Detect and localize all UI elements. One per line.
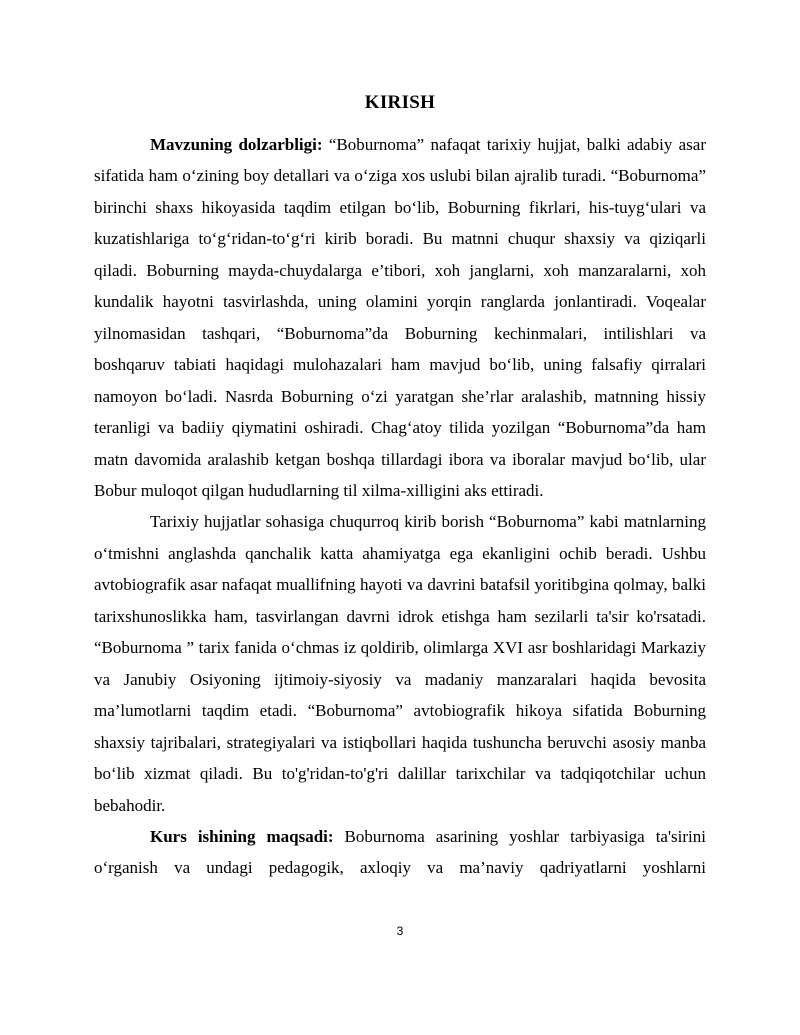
page-number: 3 [396, 924, 404, 938]
paragraph-text: Boburnoma asarining yoshlar tarbiyasiga ta'sirini o‘rganish va undagi pedagogik, axloqiy va ma’naviy qadriyatlarni yoshlarni [94, 826, 706, 878]
paragraph-lead: Mavzuning dolzarbligi: [150, 135, 323, 154]
paragraph-text: Tarixiy hujjatlar sohasiga chuqurroq kirib borish “Boburnoma” kabi matnlarning o‘tmishni anglashda qanchalik katta ahamiyatga ega ekanligini ochib beradi. Ushbu avtobiografik asar nafaqat muallifning hayoti va davrini batafsil yoritibgina qolmay, balki tarixshunoslikka ham, tasvirlangan davrni idrok etishga ham sezilarli ta'sir ko'rsatadi. “Boburnoma ” tarix fanida o‘chmas iz qoldirib, olimlarga XVI asr boshlaridagi Markaziy va Janubiy Osiyoning ijtimoiy-siyosiy va madaniy manzaralari haqida bevosita ma’lumotlarni taqdim etadi. “Boburnoma” avtobiografik hikoya sifatida Boburning shaxsiy tajribalari, strategiyalari va istiqbollari haqida tushuncha beruvchi asosiy manba bo‘lib xizmat qiladi. Bu to'g'ridan-to'g'ri dalillar tarixchilar va tadqiqotchilar uchun bebahodir. [94, 512, 706, 815]
paragraph [94, 129, 706, 506]
paragraph-text: “Boburnoma” nafaqat tarixiy hujjat, balki adabiy asar sifatida ham o‘zining boy detallari va o‘ziga xos uslubi bilan ajralib turadi. “Boburnoma” birinchi shaxs hikoyasida taqdim etilgan bo‘lib, Boburning fikrlari, his-tuyg‘ulari va kuzatishlariga to‘g‘ridan-to‘g‘ri kirib boradi. Bu matnni chuqur shaxsiy va qiziqarli qiladi. Boburning mayda-chuydalarga e’tibori, xoh janglarni, xoh manzaralarni, xoh kundalik hayotni tasvirlashda, uning olamini yorqin ranglarda jonlantiradi. Voqealar yilnomasidan tashqari, “Boburnoma”da Boburning kechinmalari, intilishlari va boshqaruv tabiati haqidagi mulohazalari ham mavjud bo‘lib, uning falsafiy qirralari namoyon bo‘ladi. Nasrda Boburning o‘zi yaratgan she’rlar aralashib, matnning hissiy teranligi va badiiy qiymatini oshiradi. Chag‘atoy tilida yozilgan “Boburnoma”da ham matn davomida aralashib ketgan boshqa tillardagi ibora va iboralar mavjud bo‘lib, ular Bobur muloqot qilgan hududlarning til xilma-xilligini aks ettiradi. [94, 135, 706, 500]
body-text [94, 129, 706, 884]
paragraph [94, 821, 706, 884]
paragraph [94, 506, 706, 821]
paragraph-lead: Kurs ishining maqsadi: [150, 826, 334, 846]
page-title: KIRISH [364, 92, 436, 113]
